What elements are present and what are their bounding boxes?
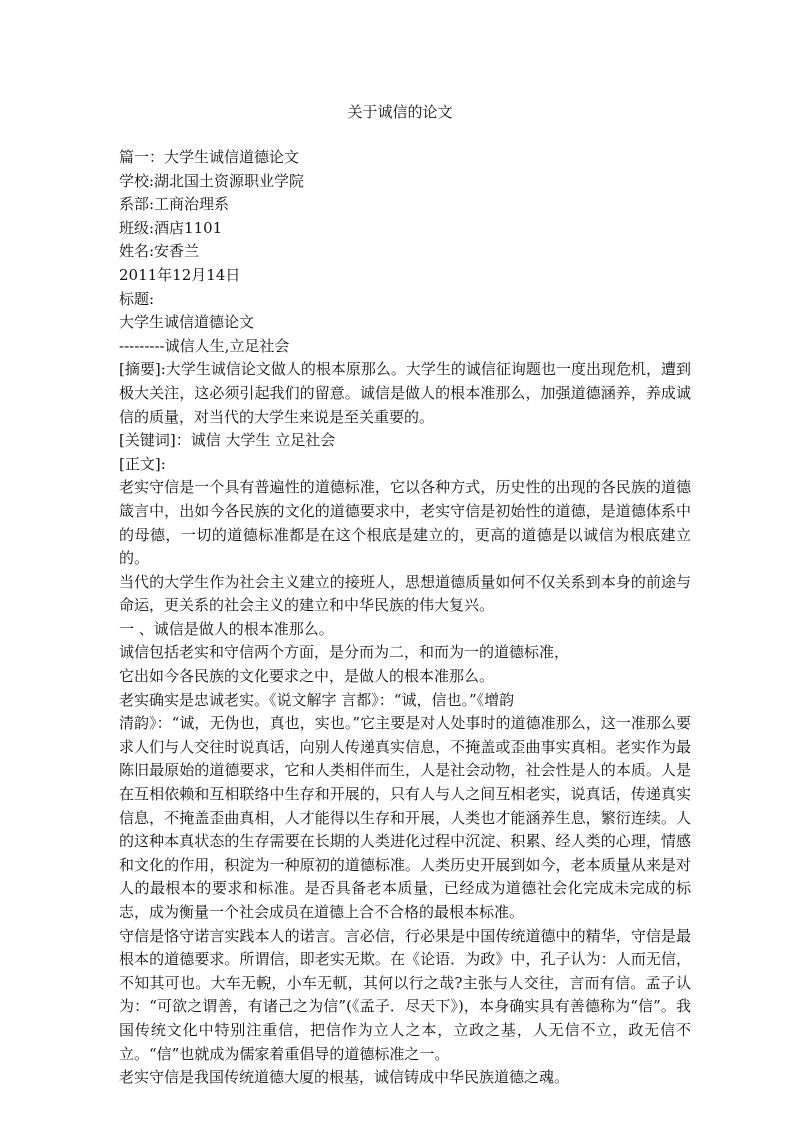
abstract-paragraph: [摘要]:大学生诚信论文做人的根本原那么。大学生的诚信征询题也一度出现危机，遭到极大关注，这必须引起我们的留意。诚信是做人的根本准那么，加强道德涵养，养成诚信的质量，对当代的大学生来说是至关重要的。: [119, 360, 691, 426]
closing-line: 老实守信是我国传统道德大厦的根基，诚信铸成中华民族道德之魂。: [119, 1068, 570, 1087]
body-paragraph: 守信是恪守诺言实践本人的诺言。言必信，行必果是中国传统道德中的精华，守信是最根本的道德要求。所谓信，即老实无欺。在《论语．为政》中，孔子认为：人而无信，不知其可也。大车无輗，小车无軏，其何以行之哉?主张与人交往，言而有信。孟子认为：“可欲之谓善，有诸己之为信”(《孟子．尽天下》)，本身确实具有善德称为“信”。我国传统文化中特别注重信，把信作为立人之本，立政之基，人无信不立，政无信不立。“信”也就成为儒家着重倡导的道德标准之一。: [119, 926, 691, 1063]
school-line: 学校:湖北国土资源职业学院: [119, 171, 305, 190]
paper-title: 大学生诚信道德论文: [119, 313, 255, 332]
section-heading-1: 一 、诚信是做人的根本准那么。: [119, 619, 334, 638]
paper-subtitle: ---------诚信人生,立足社会: [119, 336, 290, 355]
document-body: [119, 146, 691, 1090]
class-line: 班级:酒店1101: [119, 218, 223, 237]
document-title: 关于诚信的论文: [347, 103, 453, 121]
body-line: 诚信包括老实和守信两个方面，是分而为二，和而为一的道德标准，: [119, 643, 570, 662]
body-label: [正文]:: [119, 454, 166, 473]
keywords-line: [关键词]：诚信 大学生 立足社会: [119, 431, 336, 450]
name-line: 姓名:安香兰: [119, 242, 200, 261]
title-label: 标题:: [119, 289, 155, 308]
section-heading: 篇一：大学生诚信道德论文: [119, 148, 300, 166]
department-line: 系部:工商治理系: [119, 195, 230, 214]
body-line: 它出如今各民族的文化要求之中，是做人的根本准那么。: [119, 667, 495, 686]
body-line: 老实确实是忠诚老实。《说文解字 言都》：“诚，信也。”《增韵: [119, 690, 515, 709]
body-paragraph: 当代的大学生作为社会主义建立的接班人，思想道德质量如何不仅关系到本身的前途与命运，更关系的社会主义的建立和中华民族的伟大复兴。: [119, 572, 691, 615]
body-paragraph: 老实守信是一个具有普遍性的道德标准，它以各种方式，历史性的出现的各民族的道德箴言中，出如今各民族的文化的道德要求中，老实守信是初始性的道德，是道德体系中的母德，一切的道德标准都是在这个根底是建立的，更高的道德是以诚信为根底建立的。: [119, 478, 691, 568]
date-line: 2011年12月14日: [119, 265, 241, 284]
body-paragraph: 清韵》：“诚，无伪也，真也，实也。”它主要是对人处事时的道德准那么，这一准那么要求人们与人交往时说真话，向别人传递真实信息，不掩盖或歪曲事实真相。老实作为最陈旧最原始的道德要求，它和人类相伴而生，人是社会动物，社会性是人的本质。人是在互相依赖和互相联络中生存和开展的，只有人与人之间互相老实，说真话，传递真实信息，不掩盖歪曲真相，人才能得以生存和开展，人类也才能涵养生息，繁衍连续。人的这种本真状态的生存需要在长期的人类进化过程中沉淀、积累、经人类的心理，情感和文化的作用，积淀为一种原初的道德标准。人类历史开展到如今，老本质量从来是对人的最根本的要求和标准。是否具备老本质量，已经成为道德社会化完成未完成的标志，成为衡量一个社会成员在道德上合不合格的最根本标准。: [119, 714, 691, 921]
